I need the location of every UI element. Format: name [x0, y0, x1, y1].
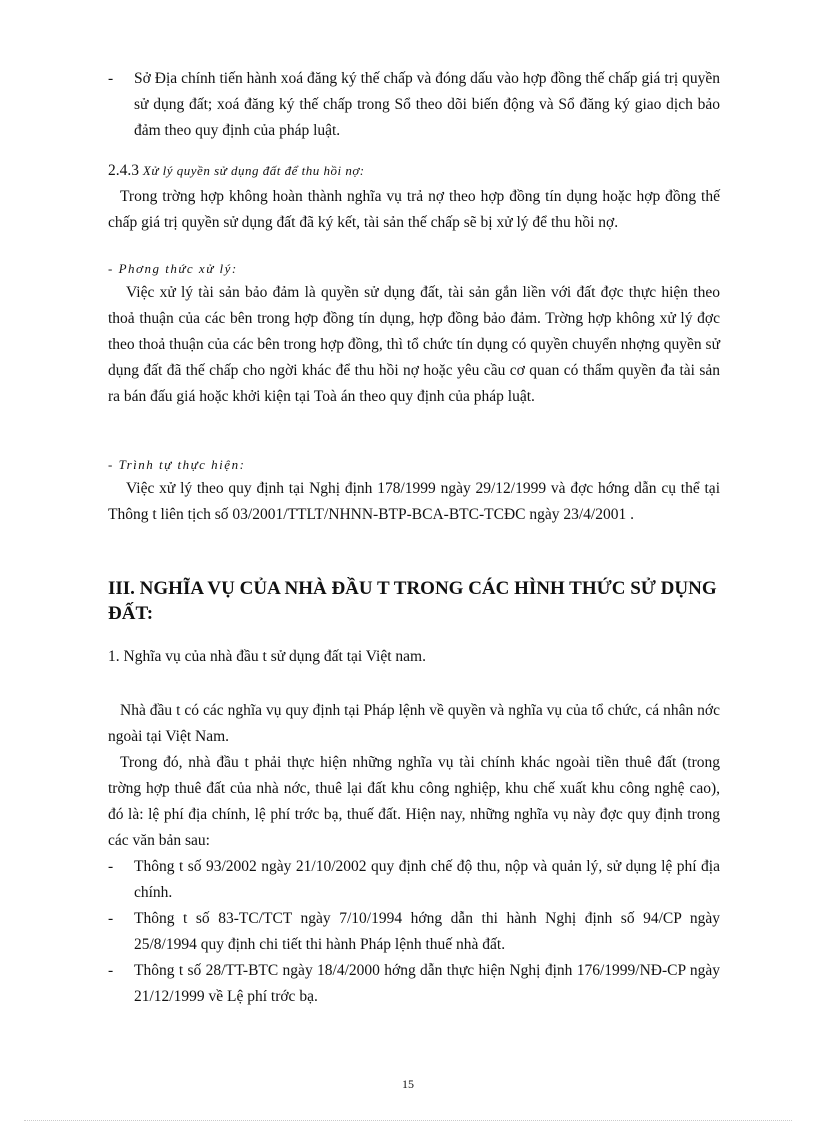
page-content	[108, 66, 720, 1010]
heading-section-iii: III. NGHĨA VỤ CỦA NHÀ ĐẦU T TRONG CÁC HÌNH THỨC SỬ DỤNG ĐẤT:	[108, 578, 717, 624]
subheading-phuong-thuc: - Phơng thức xử lý:	[108, 261, 238, 276]
bullet-dash: -	[108, 910, 114, 927]
list-item-text: Thông t số 83-TC/TCT ngày 7/10/1994 hớng dẫn thi hành Nghị định số 94/CP ngày 25/8/1994 quy định chi tiết thi hành Pháp lệnh thuế nhà đất.	[134, 910, 720, 953]
paragraph-2: Trong đó, nhà đầu t phải thực hiện những nghĩa vụ tài chính khác ngoài tiền thuê đất (trong trờng hợp thuê đất của nhà nớc, thuê lại đất khu công nghiệp, khu chế xuất khu công nghệ cao), đó là: lệ phí địa chính, lệ phí trớc bạ, thuế đất. Hiện nay, những nghĩa vụ này đợc quy định trong các văn bản sau:	[108, 754, 720, 849]
page-number: 15	[402, 1077, 414, 1091]
section-title-text: Xử lý quyền sử dụng đất để thu hồi nợ:	[142, 163, 365, 178]
list-item	[108, 906, 720, 958]
paragraph-trinh-tu: Việc xử lý theo quy định tại Nghị định 178/1999 ngày 29/12/1999 và đợc hớng dẫn cụ thể tại Thông t liên tịch số 03/2001/TTLT/NHNN-BTP-BCA-BTC-TCĐC ngày 23/4/2001 .	[108, 480, 720, 523]
paragraph-phuong-thuc: Việc xử lý tài sản bảo đảm là quyền sử dụng đất, tài sản gắn liền với đất đợc thực hiện theo thoả thuận của các bên trong hợp đồng tín dụng, hợp đồng bảo đảm. Trờng hợp không xử lý đợc theo thoả thuận của các bên trong hợp đồng, thì tổ chức tín dụng có quyền chuyển nhợng quyền sử dụng đất đã thế chấp cho ngời khác để thu hồi nợ hoặc yêu cầu cơ quan có thẩm quyền đa tài sản ra bán đấu giá hoặc khởi kiện tại Toà án theo quy định của pháp luật.	[108, 284, 720, 405]
bullet-dash: -	[108, 70, 114, 87]
list-item	[108, 958, 720, 1010]
list-item	[108, 854, 720, 906]
list-item	[108, 66, 720, 144]
list-item-text: Thông t số 93/2002 ngày 21/10/2002 quy định chế độ thu, nộp và quản lý, sử dụng lệ phí địa chính.	[134, 858, 720, 901]
list-item-text: Thông t số 28/TT-BTC ngày 18/4/2000 hớng dẫn thực hiện Nghị định 176/1999/NĐ-CP ngày 21/12/1999 về Lệ phí trớc bạ.	[134, 962, 720, 1005]
bullet-dash: -	[108, 858, 114, 875]
bullet-dash: -	[108, 962, 114, 979]
item-title: 1. Nghĩa vụ của nhà đầu t sử dụng đất tại Việt nam.	[108, 648, 426, 665]
list-item-text: Sở Địa chính tiến hành xoá đăng ký thế chấp và đóng dấu vào hợp đồng thế chấp giá trị quyền sử dụng đất; xoá đăng ký thế chấp trong Sổ theo dõi biến động và Sổ đăng ký giao dịch bảo đảm theo quy định của pháp luật.	[134, 70, 720, 139]
paragraph-1: Nhà đầu t có các nghĩa vụ quy định tại Pháp lệnh về quyền và nghĩa vụ của tổ chức, cá nhân nớc ngoài tại Việt Nam.	[108, 702, 720, 745]
section-body: Trong trờng hợp không hoàn thành nghĩa vụ trả nợ theo hợp đồng tín dụng hoặc hợp đồng thế chấp giá trị quyền sử dụng đất đã ký kết, tài sản thế chấp sẽ bị xử lý để thu hồi nợ.	[108, 188, 720, 231]
page-bottom-divider	[24, 1120, 792, 1121]
section-number: 2.4.3	[108, 162, 139, 179]
section-title	[108, 158, 720, 184]
subheading-trinh-tu: - Trình tự thực hiện:	[108, 457, 246, 472]
